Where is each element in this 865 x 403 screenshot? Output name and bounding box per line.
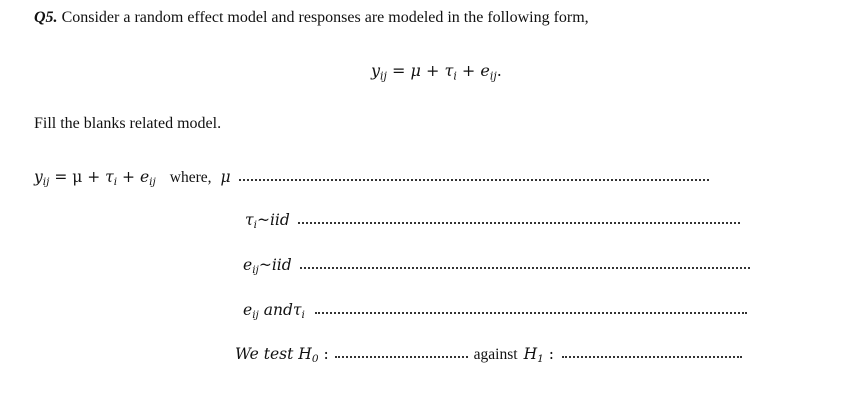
instruction-text: Fill the blanks related model.	[34, 115, 222, 132]
against-label: against	[473, 346, 518, 363]
e-and-tau-label: $e_{ij}$ andτ$_i$	[243, 301, 305, 322]
h0-label: We test $H_0$ :	[235, 345, 329, 366]
blank-tau-dotted-line[interactable]	[298, 222, 740, 224]
question-line	[34, 9, 589, 27]
question-text: Consider a random effect model and responses are modeled in the following form,	[57, 9, 589, 26]
e-iid-label: $e_{ij}\sim iid$	[243, 256, 292, 277]
blank-h1-dotted-line[interactable]	[562, 356, 742, 358]
blank-e-dotted-line[interactable]	[300, 267, 750, 269]
model-equation: $y_{ij} = \mu + \tau_i + e_{ij}$.	[371, 61, 502, 83]
h1-label: $H_1$ :	[523, 345, 554, 366]
blank-row-tau	[245, 211, 740, 235]
blank-e-and-tau-dotted-line[interactable]	[315, 312, 747, 314]
question-number: Q5.	[34, 9, 58, 26]
blank-row-e-and-tau	[243, 301, 747, 325]
mu-symbol: μ	[220, 168, 231, 186]
blank-row-mu	[34, 168, 709, 192]
blank-row-hypothesis	[235, 345, 742, 369]
tau-iid-label: $\tau_i\sim iid$	[245, 211, 290, 232]
blank-mu-dotted-line[interactable]	[239, 179, 709, 181]
where-label: where,	[169, 169, 212, 186]
blank-h0-dotted-line[interactable]	[335, 356, 468, 358]
row-equation: $y_{ij} = \mu + \tau_i + e_{ij}$	[34, 168, 156, 189]
blank-row-e	[243, 256, 750, 280]
